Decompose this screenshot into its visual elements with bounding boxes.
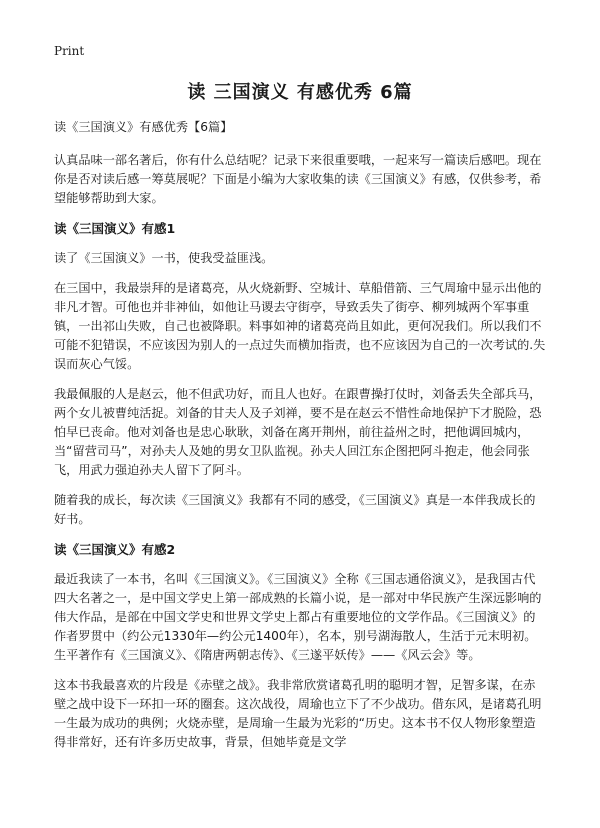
section-heading-1: 读《三国演义》有感1 xyxy=(54,221,176,236)
article-body xyxy=(54,118,546,763)
section-heading-2: 读《三国演义》有感2 xyxy=(54,542,176,557)
print-link[interactable]: Print xyxy=(54,44,85,58)
paragraph: 在三国中，我最崇拜的是诸葛亮，从火烧新野、空城计、草船借箭、三气周瑜中显示出他的非凡才智。可他也并非神仙，如他让马谡去守街亭，导致丢失了街亭、柳列城两个军事重镇，一出祁山失败，自己也被降职。料事如神的诸葛亮尚且如此，更何况我们。所以我们不可能不犯错误，不应该因为别人的一点过失而横加指责，也不应该因为自己的一次考试的.失误而灰心气馁。 xyxy=(54,281,546,371)
page-title: 读 三国演义 有感优秀 6篇 xyxy=(187,82,413,103)
paragraph: 最近我读了一本书，名叫《三国演义》。《三国演义》全称《三国志通俗演义》，是我国古代四大名著之一，是中国文学史上第一部成熟的长篇小说，是一部对中华民族产生深远影响的伟大作品，是部在中国文学史和世界文学史上都占有重要地位的文学作品。《三国演义》的作者罗贯中（约公元1330年—约公元1400年），名本，别号湖海散人，生活于元末明初。生平著作有《三国演义》、《隋唐两朝志传》、《三遂平妖传》——《风云会》等。 xyxy=(54,572,542,662)
intro-paragraph: 认真品味一部名著后，你有什么总结呢？记录下来很重要哦，一起来写一篇读后感吧。现在你是否对读后感一筹莫展呢？下面是小编为大家收集的读《三国演义》有感，仅供参考，希望能够帮助到大家。 xyxy=(54,153,542,205)
paragraph: 我最佩服的人是赵云，他不但武功好，而且人也好。在跟曹操打仗时，刘备丢失全部兵马，两个女儿被曹纯活捉。刘备的甘夫人及子刘禅，要不是在赵云不惜性命地保护下才脱险，恐怕早已丧命。他对刘备也是忠心耿耿，刘备在离开荆州，前往益州之时，把他调回城内，当“留营司马”，对孙夫人及她的男女卫队监视。孙夫人回江东企图把阿斗抱走，他会同张飞，用武力强迫孙夫人留下了阿斗。 xyxy=(54,387,542,477)
paragraph: 读了《三国演义》一书，使我受益匪浅。 xyxy=(54,251,274,265)
article-subtitle: 读《三国演义》有感优秀【6篇】 xyxy=(54,120,233,134)
paragraph: 随着我的成长，每次读《三国演义》我都有不同的感受，《三国演义》真是一本伴我成长的好书。 xyxy=(54,493,536,526)
paragraph: 这本书我最喜欢的片段是《赤壁之战》。我非常欣赏诸葛孔明的聪明才智，足智多谋，在赤壁之战中设下一环扣一环的圈套。这次战役，周瑜也立下了不少战功。借东风，是诸葛孔明一生最为成功的典例；火烧赤壁，是周瑜一生最为光彩的“历史。这本书不仅人物形象塑造得非常好，还有许多历史故事，背景，但她毕竟是文学 xyxy=(54,678,542,749)
